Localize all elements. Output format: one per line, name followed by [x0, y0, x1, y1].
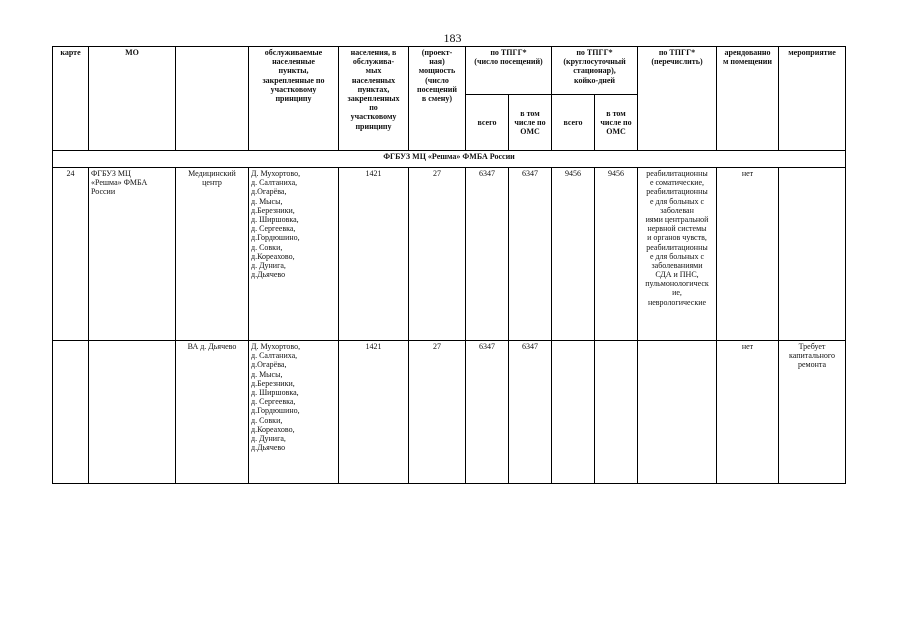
cell-services: реабилитационны е соматические, реабилитационны е для больных с заболеван иями центральной нервной системы и органов чувств, реабилитационны е для больных с заболеваниями СДА и ПНС, пульмонологическ ие, неврологические — [638, 168, 717, 341]
cell-measure: Требует капитального ремонта — [779, 341, 846, 484]
cell-num — [53, 341, 89, 484]
cell-rented: нет — [717, 168, 779, 341]
header-col-rented: арендованно м помещении — [717, 47, 779, 151]
header-col-capacity: (проект- ная) мощность (число посещений в смену) — [409, 47, 466, 151]
cell-settlements: Д. Мухортово, д. Салтаниха, д.Огарёва, д. Мысы, д.Березники, д. Ширшовка, д. Сергеевка, д.Гордюшино, д. Совки, д.Кореахово, д. Дунига, д.Дьячево — [249, 341, 339, 484]
header-col-1: карте — [53, 47, 89, 151]
cell-capacity: 27 — [409, 168, 466, 341]
cell-visits-oms: 6347 — [509, 341, 552, 484]
cell-mo — [89, 341, 176, 484]
cell-beds-oms: 9456 — [595, 168, 638, 341]
cell-services — [638, 341, 717, 484]
header-col-3 — [176, 47, 249, 151]
section-title: ФГБУЗ МЦ «Решма» ФМБА России — [53, 151, 846, 168]
subheader-visits-total: всего — [466, 95, 509, 151]
header-col-population: населения, в обслужива- мых населенных пунктах, закрепленных по участковому принципу — [339, 47, 409, 151]
cell-measure — [779, 168, 846, 341]
header-col-mo: МО — [89, 47, 176, 151]
cell-population: 1421 — [339, 168, 409, 341]
header-col-beds: по ТПГГ* (круглосуточный стационар), койко-дней — [552, 47, 638, 95]
cell-visits-total: 6347 — [466, 168, 509, 341]
cell-num: 24 — [53, 168, 89, 341]
subheader-beds-oms: в том числе по ОМС — [595, 95, 638, 151]
cell-settlements: Д. Мухортово, д. Салтаниха, д.Огарёва, д. Мысы, д.Березники, д. Ширшовка, д. Сергеевка, д.Гордюшино, д. Совки, д.Кореахово, д. Дунига, д.Дьячево — [249, 168, 339, 341]
cell-beds-oms — [595, 341, 638, 484]
cell-visits-oms: 6347 — [509, 168, 552, 341]
header-col-visits: по ТПГГ* (число посещений) — [466, 47, 552, 95]
header-col-settlements: обслуживаемые населенные пункты, закрепленные по участковому принципу — [249, 47, 339, 151]
cell-mo: ФГБУЗ МЦ «Решма» ФМБА России — [89, 168, 176, 341]
subheader-visits-oms: в том числе по ОМС — [509, 95, 552, 151]
facilities-table — [52, 46, 846, 484]
cell-beds-total: 9456 — [552, 168, 595, 341]
section-row — [53, 151, 846, 168]
cell-population: 1421 — [339, 341, 409, 484]
cell-visits-total: 6347 — [466, 341, 509, 484]
cell-rented: нет — [717, 341, 779, 484]
table-header-row — [53, 47, 846, 95]
page-number: 183 — [443, 31, 462, 45]
table-row — [53, 341, 846, 484]
cell-beds-total — [552, 341, 595, 484]
header-col-services: по ТПГГ* (перечислить) — [638, 47, 717, 151]
cell-facility: ВА д. Дьячево — [176, 341, 249, 484]
header-col-measure: мероприятие — [779, 47, 846, 151]
cell-facility: Медицинский центр — [176, 168, 249, 341]
table-row — [53, 168, 846, 341]
subheader-beds-total: всего — [552, 95, 595, 151]
cell-capacity: 27 — [409, 341, 466, 484]
